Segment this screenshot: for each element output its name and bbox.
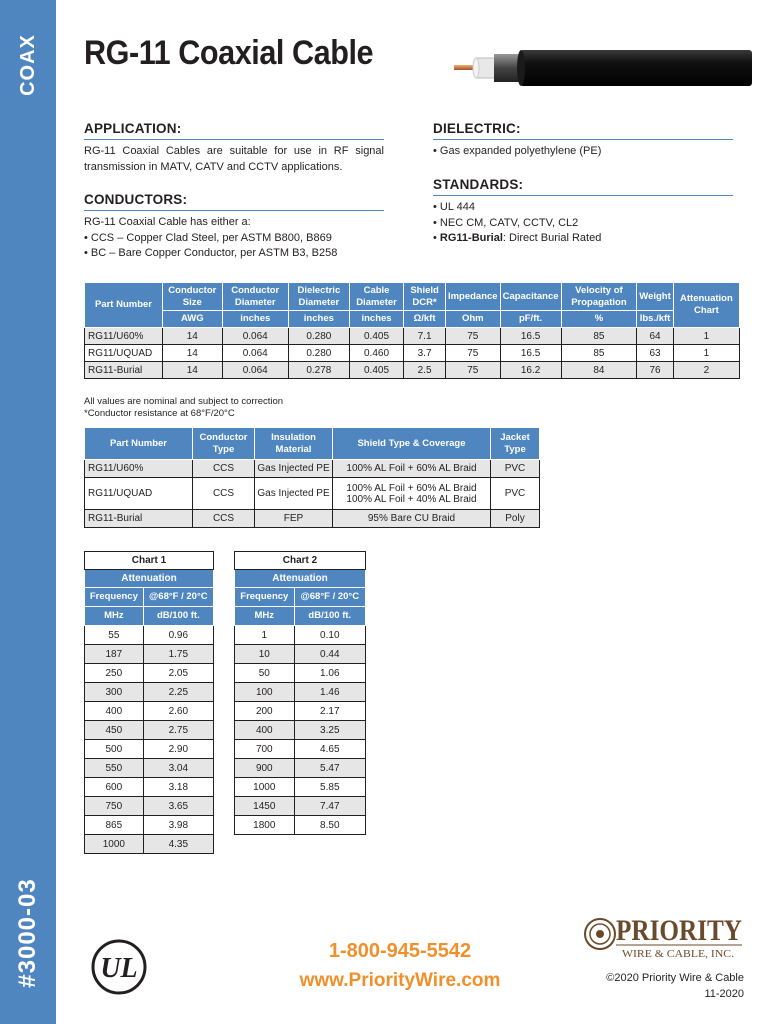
chart2-title: Chart 2 bbox=[235, 552, 366, 570]
table-cell: RG11/U60% bbox=[85, 328, 163, 345]
frequency-cell: 50 bbox=[235, 664, 295, 683]
frequency-cell: 400 bbox=[85, 702, 144, 721]
burial-label: RG11-Burial bbox=[439, 232, 503, 244]
table-row bbox=[235, 778, 366, 797]
col-conductor-diameter: Conductor Diameter bbox=[222, 283, 288, 311]
table-row bbox=[235, 683, 366, 702]
unit-awg: AWG bbox=[163, 311, 223, 328]
attenuation-cell: 2.05 bbox=[143, 664, 213, 683]
chart2-col-frequency: Frequency bbox=[235, 588, 295, 607]
spec-table bbox=[84, 282, 740, 379]
unit-percent: % bbox=[561, 311, 637, 328]
table-cell: 75 bbox=[445, 345, 500, 362]
frequency-cell: 865 bbox=[85, 816, 144, 835]
chart1-col-temp: @68°F / 20°C bbox=[143, 588, 213, 607]
conductor-type-cell: CCS bbox=[193, 478, 255, 510]
conductors-list bbox=[84, 231, 384, 262]
list-item: • CCS – Copper Clad Steel, per ASTM B800, B869 bbox=[84, 231, 384, 247]
table-row bbox=[235, 759, 366, 778]
phone-number[interactable]: 1-800-945-5542 bbox=[328, 940, 472, 962]
attenuation-cell: 5.85 bbox=[294, 778, 365, 797]
attenuation-chart-2 bbox=[234, 551, 366, 835]
table-cell: 0.460 bbox=[349, 345, 403, 362]
table-row bbox=[85, 778, 214, 797]
ul-mark-text: UL bbox=[100, 953, 138, 984]
table-notes bbox=[84, 396, 283, 420]
table-cell: 0.405 bbox=[349, 362, 403, 379]
conductors-heading: CONDUCTORS: bbox=[84, 192, 384, 211]
unit-ohm: Ohm bbox=[445, 311, 500, 328]
table-cell: 0.064 bbox=[222, 362, 288, 379]
insulation-cell: Gas Injected PE bbox=[255, 460, 333, 478]
revision-date: 11-2020 bbox=[704, 988, 744, 1000]
cable-image bbox=[452, 46, 752, 90]
frequency-cell: 1000 bbox=[85, 835, 144, 854]
list-item: • Gas expanded polyethylene (PE) bbox=[433, 144, 733, 160]
col-dielectric-diameter: Dielectric Diameter bbox=[288, 283, 349, 311]
shield-line: 95% Bare CU Braid bbox=[367, 513, 456, 524]
chart2-unit-mhz: MHz bbox=[235, 607, 295, 626]
table-row bbox=[235, 626, 366, 645]
shield-line: 100% AL Foil + 40% AL Braid bbox=[346, 493, 477, 505]
sidebar-strip bbox=[0, 0, 56, 1024]
table-row bbox=[85, 816, 214, 835]
list-item bbox=[433, 231, 733, 247]
part-number-cell: RG11-Burial bbox=[85, 510, 193, 528]
table-cell: 0.064 bbox=[222, 345, 288, 362]
table-cell: 14 bbox=[163, 328, 223, 345]
attenuation-cell: 2.17 bbox=[294, 702, 365, 721]
table-row bbox=[235, 702, 366, 721]
col-cable-diameter: Cable Diameter bbox=[349, 283, 403, 311]
application-heading: APPLICATION: bbox=[84, 121, 384, 140]
note-nominal: All values are nominal and subject to correction bbox=[84, 396, 284, 407]
attenuation-cell: 0.10 bbox=[294, 626, 365, 645]
unit-inches: inches bbox=[222, 311, 288, 328]
part-number-cell: RG11/UQUAD bbox=[85, 478, 193, 510]
attenuation-cell: 4.65 bbox=[294, 740, 365, 759]
table-row bbox=[85, 328, 740, 345]
table-row bbox=[235, 645, 366, 664]
frequency-cell: 100 bbox=[235, 683, 295, 702]
frequency-cell: 200 bbox=[235, 702, 295, 721]
list-item: • UL 444 bbox=[433, 200, 733, 216]
table-row bbox=[85, 345, 740, 362]
col-conductor-type: Conductor Type bbox=[193, 428, 255, 460]
table-cell: 85 bbox=[561, 345, 637, 362]
frequency-cell: 1450 bbox=[235, 797, 295, 816]
document-number: #3000-03 bbox=[14, 878, 41, 988]
frequency-cell: 250 bbox=[85, 664, 144, 683]
table-cell: 16.5 bbox=[500, 328, 561, 345]
unit-lbs-kft: lbs./kft bbox=[637, 311, 674, 328]
attenuation-cell: 0.96 bbox=[143, 626, 213, 645]
table-row bbox=[85, 702, 214, 721]
attenuation-cell: 2.25 bbox=[143, 683, 213, 702]
table-row bbox=[235, 664, 366, 683]
application-text: RG-11 Coaxial Cables are suitable for use in RF signal transmission in MATV, CATV and CCTV applications. bbox=[84, 145, 384, 173]
attenuation-cell: 3.25 bbox=[294, 721, 365, 740]
shield-cell bbox=[333, 478, 491, 510]
attenuation-cell: 3.04 bbox=[143, 759, 213, 778]
table-cell: 76 bbox=[637, 362, 674, 379]
col-conductor-size: Conductor Size bbox=[163, 283, 223, 311]
conductor-type-cell: CCS bbox=[193, 510, 255, 528]
table-row bbox=[85, 626, 214, 645]
table-row bbox=[85, 664, 214, 683]
table-cell: 14 bbox=[163, 362, 223, 379]
table-row bbox=[85, 362, 740, 379]
chart2-col-temp: @68°F / 20°C bbox=[294, 588, 365, 607]
table-cell: 16.2 bbox=[500, 362, 561, 379]
chart1-subtitle: Attenuation bbox=[85, 570, 214, 588]
table-cell: 16.5 bbox=[500, 345, 561, 362]
frequency-cell: 10 bbox=[235, 645, 295, 664]
standards-section bbox=[433, 177, 733, 247]
table-cell: 14 bbox=[163, 345, 223, 362]
chart2-unit-db: dB/100 ft. bbox=[294, 607, 365, 626]
insulation-cell: FEP bbox=[255, 510, 333, 528]
attenuation-cell: 3.65 bbox=[143, 797, 213, 816]
table-cell: 1 bbox=[673, 328, 739, 345]
table-row bbox=[85, 478, 540, 510]
attenuation-cell: 2.75 bbox=[143, 721, 213, 740]
category-label: COAX bbox=[17, 34, 39, 96]
jacket-type-cell: Poly bbox=[491, 510, 540, 528]
attenuation-cell: 5.47 bbox=[294, 759, 365, 778]
note-conductor-resistance: *Conductor resistance at 68°F/20°C bbox=[84, 408, 235, 419]
frequency-cell: 600 bbox=[85, 778, 144, 797]
chart2-subtitle: Attenuation bbox=[235, 570, 366, 588]
col-insulation-material: Insulation Material bbox=[255, 428, 333, 460]
dielectric-heading: DIELECTRIC: bbox=[433, 121, 733, 140]
standards-heading: STANDARDS: bbox=[433, 177, 733, 196]
table-row bbox=[85, 759, 214, 778]
col-velocity: Velocity of Propagation bbox=[561, 283, 637, 311]
shield-cell bbox=[333, 510, 491, 528]
table-cell: 3.7 bbox=[404, 345, 446, 362]
dielectric-section bbox=[433, 121, 733, 160]
col-weight: Weight bbox=[637, 283, 674, 311]
frequency-cell: 400 bbox=[235, 721, 295, 740]
standards-list bbox=[433, 200, 733, 247]
insulation-cell: Gas Injected PE bbox=[255, 478, 333, 510]
table-cell: 0.278 bbox=[288, 362, 349, 379]
table-row bbox=[85, 645, 214, 664]
attenuation-cell: 4.35 bbox=[143, 835, 213, 854]
frequency-cell: 1800 bbox=[235, 816, 295, 835]
col-attenuation-chart: Attenuation Chart bbox=[673, 283, 739, 328]
frequency-cell: 1000 bbox=[235, 778, 295, 797]
table-cell: 0.405 bbox=[349, 328, 403, 345]
website-link[interactable]: www.PriorityWire.com bbox=[299, 970, 501, 991]
cable-reel-icon bbox=[585, 919, 615, 949]
construction-table bbox=[84, 427, 540, 528]
frequency-cell: 550 bbox=[85, 759, 144, 778]
chart1-title: Chart 1 bbox=[85, 552, 214, 570]
frequency-cell: 187 bbox=[85, 645, 144, 664]
table-cell: 75 bbox=[445, 328, 500, 345]
table-cell: 2.5 bbox=[404, 362, 446, 379]
chart1-col-frequency: Frequency bbox=[85, 588, 144, 607]
attenuation-cell: 1.06 bbox=[294, 664, 365, 683]
conductor-type-cell: CCS bbox=[193, 460, 255, 478]
list-item: • BC – Bare Copper Conductor, per ASTM B3, B258 bbox=[84, 246, 384, 262]
frequency-cell: 700 bbox=[235, 740, 295, 759]
table-cell: 7.1 bbox=[404, 328, 446, 345]
col-shield-dcr: Shield DCR* bbox=[404, 283, 446, 311]
list-item: • NEC CM, CATV, CCTV, CL2 bbox=[433, 216, 733, 232]
table-row bbox=[85, 510, 540, 528]
chart1-unit-db: dB/100 ft. bbox=[143, 607, 213, 626]
table-row bbox=[85, 797, 214, 816]
table-cell: 84 bbox=[561, 362, 637, 379]
col-impedance: Impedance bbox=[445, 283, 500, 311]
table-row bbox=[85, 835, 214, 854]
table-cell: 63 bbox=[637, 345, 674, 362]
shield-line: 100% AL Foil + 60% AL Braid bbox=[346, 482, 477, 494]
table-cell: 0.280 bbox=[288, 345, 349, 362]
conductors-intro: RG-11 Coaxial Cable has either a: bbox=[84, 216, 251, 228]
jacket-type-cell: PVC bbox=[491, 478, 540, 510]
frequency-cell: 1 bbox=[235, 626, 295, 645]
shield-cell bbox=[333, 460, 491, 478]
application-section bbox=[84, 121, 384, 175]
col-capacitance: Capacitance bbox=[500, 283, 561, 311]
copyright-block bbox=[606, 970, 744, 1002]
table-cell: 1 bbox=[673, 345, 739, 362]
frequency-cell: 500 bbox=[85, 740, 144, 759]
table-cell: RG11/UQUAD bbox=[85, 345, 163, 362]
table-row bbox=[85, 721, 214, 740]
priority-wire-logo bbox=[582, 908, 744, 964]
attenuation-cell: 2.60 bbox=[143, 702, 213, 721]
attenuation-cell: 3.98 bbox=[143, 816, 213, 835]
jacket-type-cell: PVC bbox=[491, 460, 540, 478]
logo-subtitle: WIRE & CABLE, INC. bbox=[622, 948, 735, 960]
unit-pf-ft: pF/ft. bbox=[500, 311, 561, 328]
frequency-cell: 900 bbox=[235, 759, 295, 778]
chart1-unit-mhz: MHz bbox=[85, 607, 144, 626]
logo-wordmark: PRIORITY bbox=[616, 914, 743, 947]
copyright-text: ©2020 Priority Wire & Cable bbox=[606, 972, 744, 984]
table-cell: 0.064 bbox=[222, 328, 288, 345]
table-cell: 64 bbox=[637, 328, 674, 345]
attenuation-cell: 3.18 bbox=[143, 778, 213, 797]
table-cell: RG11-Burial bbox=[85, 362, 163, 379]
attenuation-cell: 1.75 bbox=[143, 645, 213, 664]
table-row bbox=[235, 797, 366, 816]
unit-inches: inches bbox=[349, 311, 403, 328]
table-row bbox=[85, 740, 214, 759]
attenuation-chart-1 bbox=[84, 551, 214, 854]
table-cell: 75 bbox=[445, 362, 500, 379]
table-cell: 0.280 bbox=[288, 328, 349, 345]
attenuation-cell: 1.46 bbox=[294, 683, 365, 702]
frequency-cell: 450 bbox=[85, 721, 144, 740]
table-row bbox=[85, 683, 214, 702]
attenuation-cell: 2.90 bbox=[143, 740, 213, 759]
table-row bbox=[235, 740, 366, 759]
frequency-cell: 300 bbox=[85, 683, 144, 702]
col-part-number: Part Number bbox=[85, 283, 163, 328]
table-cell: 2 bbox=[673, 362, 739, 379]
col-shield-type: Shield Type & Coverage bbox=[333, 428, 491, 460]
unit-ohm-kft: Ω/kft bbox=[404, 311, 446, 328]
table-row bbox=[235, 721, 366, 740]
attenuation-cell: 0.44 bbox=[294, 645, 365, 664]
table-row bbox=[235, 816, 366, 835]
col-jacket-type: Jacket Type bbox=[491, 428, 540, 460]
table-row bbox=[85, 460, 540, 478]
ul-logo bbox=[90, 936, 148, 998]
attenuation-cell: 7.47 bbox=[294, 797, 365, 816]
page-title: RG-11 Coaxial Cable bbox=[84, 34, 374, 72]
frequency-cell: 750 bbox=[85, 797, 144, 816]
unit-inches: inches bbox=[288, 311, 349, 328]
conductors-section bbox=[84, 192, 384, 262]
part-number-cell: RG11/U60% bbox=[85, 460, 193, 478]
attenuation-cell: 8.50 bbox=[294, 816, 365, 835]
dielectric-list bbox=[433, 144, 733, 160]
table-cell: 85 bbox=[561, 328, 637, 345]
shield-line: 100% AL Foil + 60% AL Braid bbox=[346, 463, 477, 474]
frequency-cell: 55 bbox=[85, 626, 144, 645]
burial-text: : Direct Burial Rated bbox=[502, 232, 602, 244]
col-part-number: Part Number bbox=[85, 428, 193, 460]
